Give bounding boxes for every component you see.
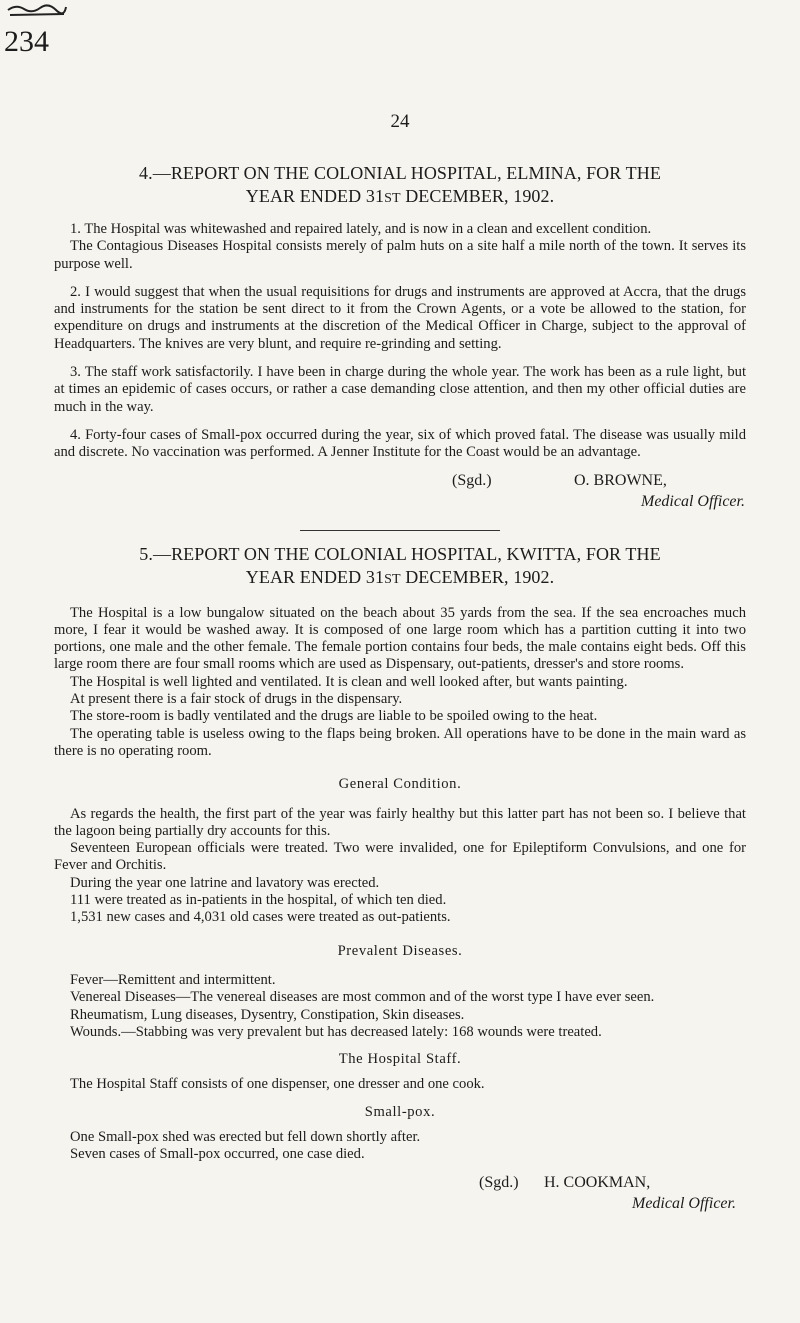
heading-year-text: YEAR ENDED 31 bbox=[245, 186, 385, 206]
report-kwitta-heading-line2 bbox=[54, 566, 746, 591]
signature-sgd: (Sgd.) bbox=[452, 471, 492, 489]
staff-paragraph: The Hospital Staff consists of one dispenser, one dresser and one cook. bbox=[70, 1076, 485, 1093]
stamp-number: 234 bbox=[4, 25, 49, 58]
general-paragraph: 1,531 new cases and 4,031 old cases were treated as out-patients. bbox=[70, 909, 451, 926]
signature-title: Medical Officer. bbox=[632, 1194, 736, 1212]
smallpox-heading: Small-pox. bbox=[364, 1103, 436, 1120]
section-divider bbox=[300, 530, 500, 531]
heading-ordinal: ST bbox=[384, 571, 401, 587]
intro-paragraph: The store-room is badly ventilated and the drugs are liable to be spoiled owing to the heat. bbox=[70, 708, 598, 725]
paragraph-3: 3. The staff work satisfactorily. I have been in charge during the whole year. The work has been as a rule light, but at times an epidemic of cases occurs, or rather a case demanding close attention, and then my other official duties are much in the way. bbox=[54, 364, 746, 415]
report-elmina-heading-line2 bbox=[54, 185, 746, 210]
signature-cookman bbox=[54, 1172, 746, 1218]
intro-paragraph: At present there is a fair stock of drugs in the dispensary. bbox=[70, 691, 403, 708]
general-paragraph: As regards the health, the first part of the year was fairly healthy but this latter part has not been so. I believe that the lagoon being partially dry accounts for this. bbox=[54, 805, 746, 839]
paragraph-2: 2. I would suggest that when the usual requisitions for drugs and instruments are approved at Accra, that the drugs and instruments for the station be sent direct to it from the Crown Agents, or a vote be allowed to the station, for expenditure on drugs and instruments at the discretion of the Medical Officer in Charge, subject to the approval of Headquarters. The knives are very blunt, and require re-grinding and setting. bbox=[54, 283, 746, 352]
intro-paragraph: The operating table is useless owing to the flaps being broken. All operations have to be done in the main ward as there is no operating room. bbox=[54, 725, 746, 759]
prevalent-paragraph: Fever—Remittent and intermittent. bbox=[70, 971, 276, 988]
prevalent-paragraph: Wounds.—Stabbing was very prevalent but has decreased lately: 168 wounds were treated. bbox=[70, 1023, 602, 1040]
report-elmina-heading bbox=[54, 162, 746, 210]
smallpox-paragraph: One Small-pox shed was erected but fell down shortly after. bbox=[70, 1128, 421, 1145]
prevalent-paragraph: Venereal Diseases—The venereal diseases are most common and of the worst type I have ever seen. bbox=[70, 989, 655, 1006]
signature-title: Medical Officer. bbox=[641, 492, 745, 510]
signature-name: O. BROWNE, bbox=[574, 471, 667, 489]
heading-date-text: DECEMBER, 1902. bbox=[400, 186, 555, 206]
general-paragraph: During the year one latrine and lavatory was erected. bbox=[70, 874, 380, 891]
smallpox-paragraph: Seven cases of Small-pox occurred, one case died. bbox=[70, 1146, 365, 1163]
general-paragraph: Seventeen European officials were treated. Two were invalided, one for Epileptiform Convulsions, and one for Fever and Orchitis. bbox=[54, 840, 746, 874]
intro-paragraph: The Hospital is well lighted and ventilated. It is clean and well looked after, but wants painting. bbox=[70, 673, 628, 690]
report-kwitta-heading-line1: 5.—REPORT ON THE COLONIAL HOSPITAL, KWITTA, FOR THE bbox=[139, 543, 661, 564]
signature-name: H. COOKMAN, bbox=[544, 1173, 651, 1191]
heading-year-text: YEAR ENDED 31 bbox=[245, 566, 385, 587]
kwitta-intro bbox=[54, 605, 746, 761]
intro-paragraph: The Hospital is a low bungalow situated on the beach about 35 yards from the sea. If the sea encroaches much more, I fear it would be washed away. It is composed of one large room which has a partition cutting it into two portions, one male and the other female. The female portion contains four beds, the male contains eight beds. Off this large room there are four small rooms which are used as Dispensary, out-patients, dresser's and store rooms. bbox=[54, 604, 746, 673]
report-elmina-heading-line1: 4.—REPORT ON THE COLONIAL HOSPITAL, ELMINA, FOR THE bbox=[139, 163, 661, 183]
page-number: 24 bbox=[390, 111, 410, 132]
heading-date-text: DECEMBER, 1902. bbox=[400, 566, 555, 587]
report-kwitta-heading bbox=[54, 543, 746, 591]
document-body bbox=[54, 162, 746, 1218]
general-paragraph: 111 were treated as in-patients in the hospital, of which ten died. bbox=[70, 892, 447, 909]
paragraph-1b: The Contagious Diseases Hospital consists merely of palm huts on a site half a mile north of the town. It serves its purpose well. bbox=[54, 238, 746, 272]
prevalent-diseases-heading: Prevalent Diseases. bbox=[337, 942, 463, 959]
general-condition-heading: General Condition. bbox=[338, 776, 462, 793]
signature-browne bbox=[54, 470, 746, 516]
signature-sgd: (Sgd.) bbox=[479, 1173, 519, 1191]
stamp-scribble-icon bbox=[6, 4, 68, 18]
hospital-staff-heading: The Hospital Staff. bbox=[338, 1051, 462, 1068]
heading-ordinal: ST bbox=[384, 191, 401, 206]
paragraph-4: 4. Forty-four cases of Small-pox occurred during the year, six of which proved fatal. The disease was usually mild and discrete. No vaccination was performed. A Jenner Institute for the Coast would be an advantage. bbox=[54, 426, 746, 461]
paragraph-1: 1. The Hospital was whitewashed and repaired lately, and is now in a clean and excellent condition. bbox=[70, 221, 652, 237]
prevalent-paragraph: Rheumatism, Lung diseases, Dysentry, Constipation, Skin diseases. bbox=[70, 1006, 465, 1023]
